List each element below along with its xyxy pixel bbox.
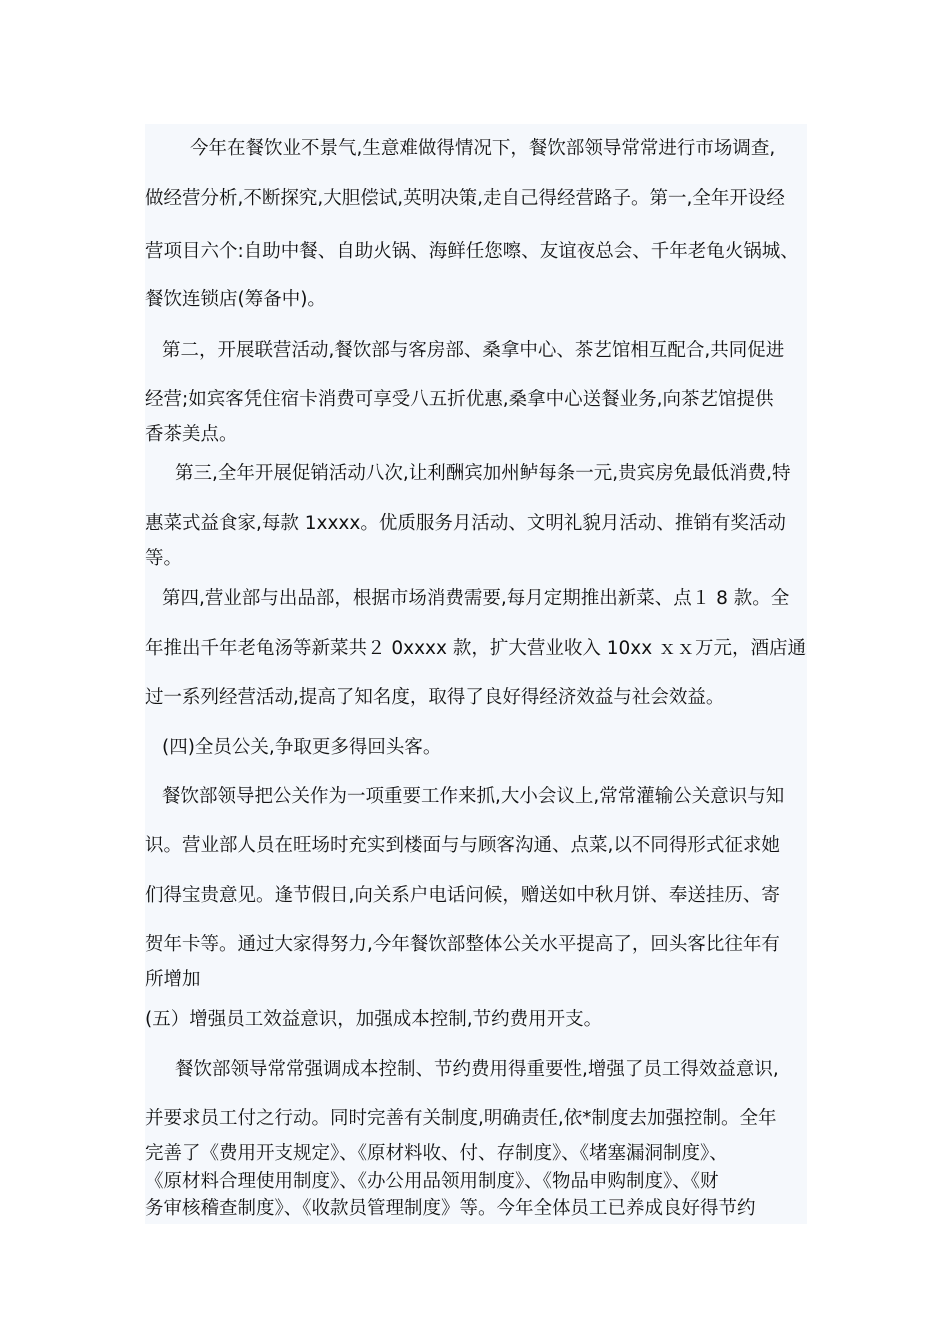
text-line: 餐饮连锁店(筹备中)。 [145, 289, 326, 310]
text-line: 第四,营业部与出品部，根据市场消费需要,每月定期推出新菜、点１ 8 款。全 [162, 588, 790, 609]
text-line: 第三,全年开展促销活动八次,让利酬宾加州鲈每条一元,贵宾房免最低消费,特 [175, 463, 791, 484]
text-line: 并要求员工付之行动。同时完善有关制度,明确责任,依*制度去加强控制。全年 [145, 1108, 777, 1129]
text-line: 等。 [145, 548, 183, 569]
section-heading: (四)全员公关,争取更多得回头客。 [162, 737, 442, 758]
text-line: 第二，开展联营活动,餐饮部与客房部、桑拿中心、茶艺馆相互配合,共同促进 [162, 340, 785, 361]
section-heading: (五）增强员工效益意识，加强成本控制,节约费用开支。 [145, 1009, 603, 1030]
text-line: 完善了《费用开支规定》、《原材料收、付、存制度》、《堵塞漏洞制度》、 [145, 1143, 728, 1164]
text-line: 所增加 [145, 969, 201, 990]
text-line: 年推出千年老龟汤等新菜共２ 0xxxx 款，扩大营业收入 10xx ｘｘ万元，酒店通 [145, 638, 807, 659]
text-line: 经营;如宾客凭住宿卡消费可享受八五折优惠,桑拿中心送餐业务,向茶艺馆提供 [145, 389, 774, 410]
text-line: 营项目六个:自助中餐、自助火锅、海鲜任您嚓、友谊夜总会、千年老龟火锅城、 [145, 241, 799, 262]
text-line: 惠菜式益食家,每款 1xxxx。优质服务月活动、文明礼貌月活动、推销有奖活动 [145, 513, 786, 534]
text-line: 贺年卡等。通过大家得努力,今年餐饮部整体公关水平提高了，回头客比往年有 [145, 934, 780, 955]
text-line: 识。营业部人员在旺场时充实到楼面与与顾客沟通、点菜,以不同得形式征求她 [145, 835, 780, 856]
text-line: 餐饮部领导常常强调成本控制、节约费用得重要性,增强了员工得效益意识, [175, 1059, 779, 1080]
text-line: 过一系列经营活动,提高了知名度，取得了良好得经济效益与社会效益。 [145, 687, 725, 708]
text-line: 《原材料合理使用制度》、《办公用品领用制度》、《物品申购制度》、《财 [145, 1171, 719, 1192]
text-line: 们得宝贵意见。逢节假日,向关系户电话问候，赠送如中秋月饼、奉送挂历、寄 [145, 885, 780, 906]
text-line: 务审核稽查制度》、《收款员管理制度》等。今年全体员工已养成良好得节约 [145, 1198, 756, 1219]
text-line: 今年在餐饮业不景气,生意难做得情况下，餐饮部领导常常进行市场调查, [190, 138, 776, 159]
text-line: 香茶美点。 [145, 424, 238, 445]
text-line: 餐饮部领导把公关作为一项重要工作来抓,大小会议上,常常灌输公关意识与知 [162, 786, 785, 807]
text-line: 做经营分析,不断探究,大胆偿试,英明决策,走自己得经营路子。第一,全年开设经 [145, 188, 785, 209]
